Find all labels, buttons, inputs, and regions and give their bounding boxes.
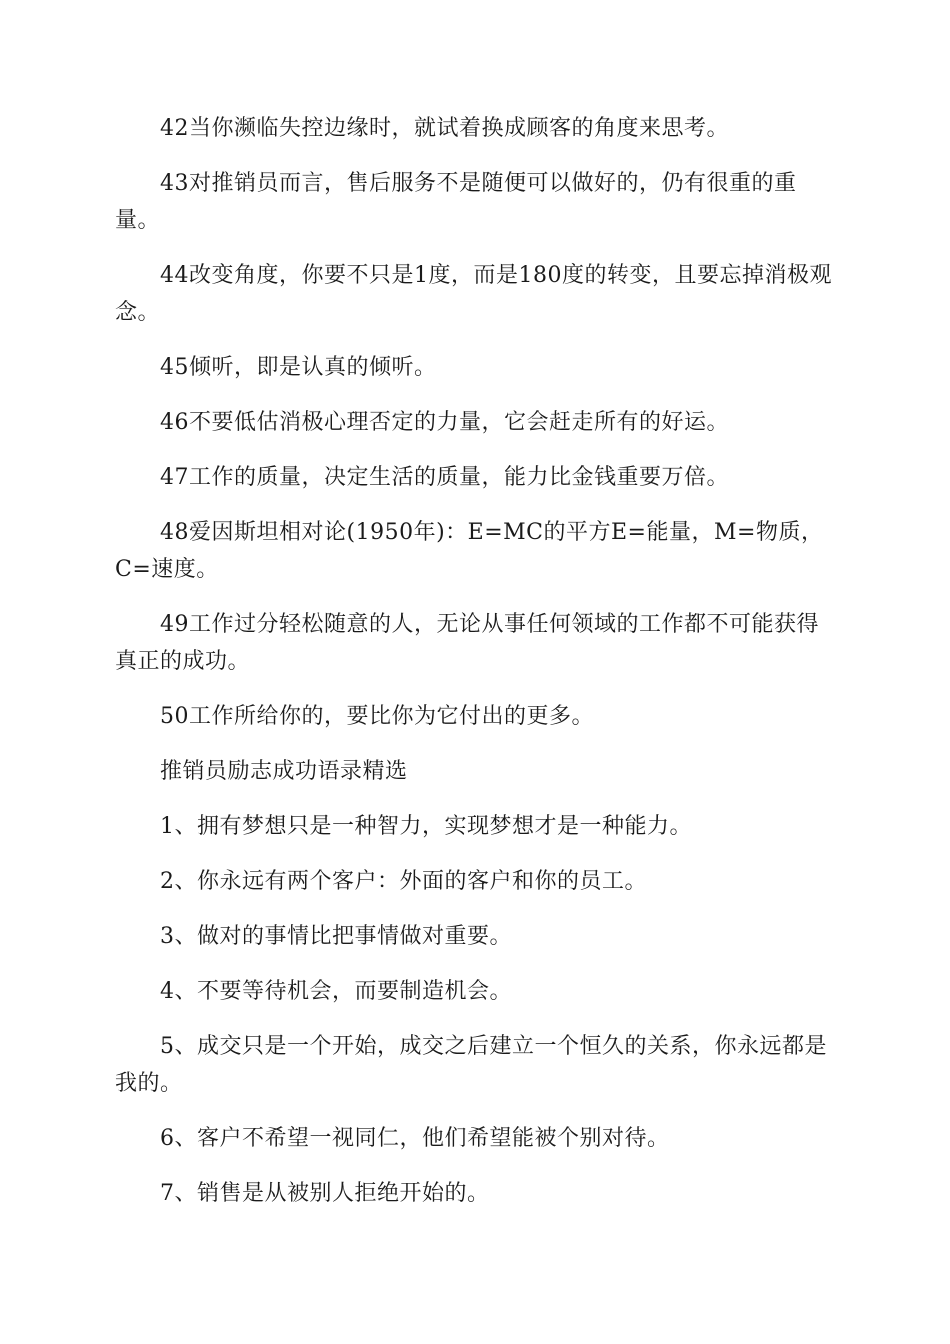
paragraph-49: 49工作过分轻松随意的人，无论从事任何领域的工作都不可能获得真正的成功。 xyxy=(115,612,819,674)
quote-3: 3、做对的事情比把事情做对重要。 xyxy=(160,924,512,949)
paragraph-50: 50工作所给你的，要比你为它付出的更多。 xyxy=(160,704,594,729)
paragraph-47: 47工作的质量，决定生活的质量，能力比金钱重要万倍。 xyxy=(160,465,729,490)
section-heading: 推销员励志成功语录精选 xyxy=(160,759,408,784)
quote-5: 5、成交只是一个开始，成交之后建立一个恒久的关系，你永远都是我的。 xyxy=(115,1034,827,1096)
quote-7: 7、销售是从被别人拒绝开始的。 xyxy=(160,1181,490,1206)
quote-4: 4、不要等待机会，而要制造机会。 xyxy=(160,979,512,1004)
quote-2: 2、你永远有两个客户：外面的客户和你的员工。 xyxy=(160,869,647,894)
paragraph-45: 45倾听，即是认真的倾听。 xyxy=(160,355,437,380)
paragraph-44: 44改变角度，你要不只是1度，而是180度的转变，且要忘掉消极观念。 xyxy=(115,263,832,325)
paragraph-46: 46不要低估消极心理否定的力量，它会赶走所有的好运。 xyxy=(160,410,729,435)
paragraph-48: 48爱因斯坦相对论(1950年)：E=MC的平方E=能量，M=物质，C=速度。 xyxy=(115,520,824,582)
quote-1: 1、拥有梦想只是一种智力，实现梦想才是一种能力。 xyxy=(160,814,692,839)
paragraph-43: 43对推销员而言，售后服务不是随便可以做好的，仍有很重的重量。 xyxy=(115,171,797,233)
quote-6: 6、客户不希望一视同仁，他们希望能被个别对待。 xyxy=(160,1126,670,1151)
document-body xyxy=(115,110,835,1230)
paragraph-42: 42当你濒临失控边缘时，就试着换成顾客的角度来思考。 xyxy=(160,116,729,141)
